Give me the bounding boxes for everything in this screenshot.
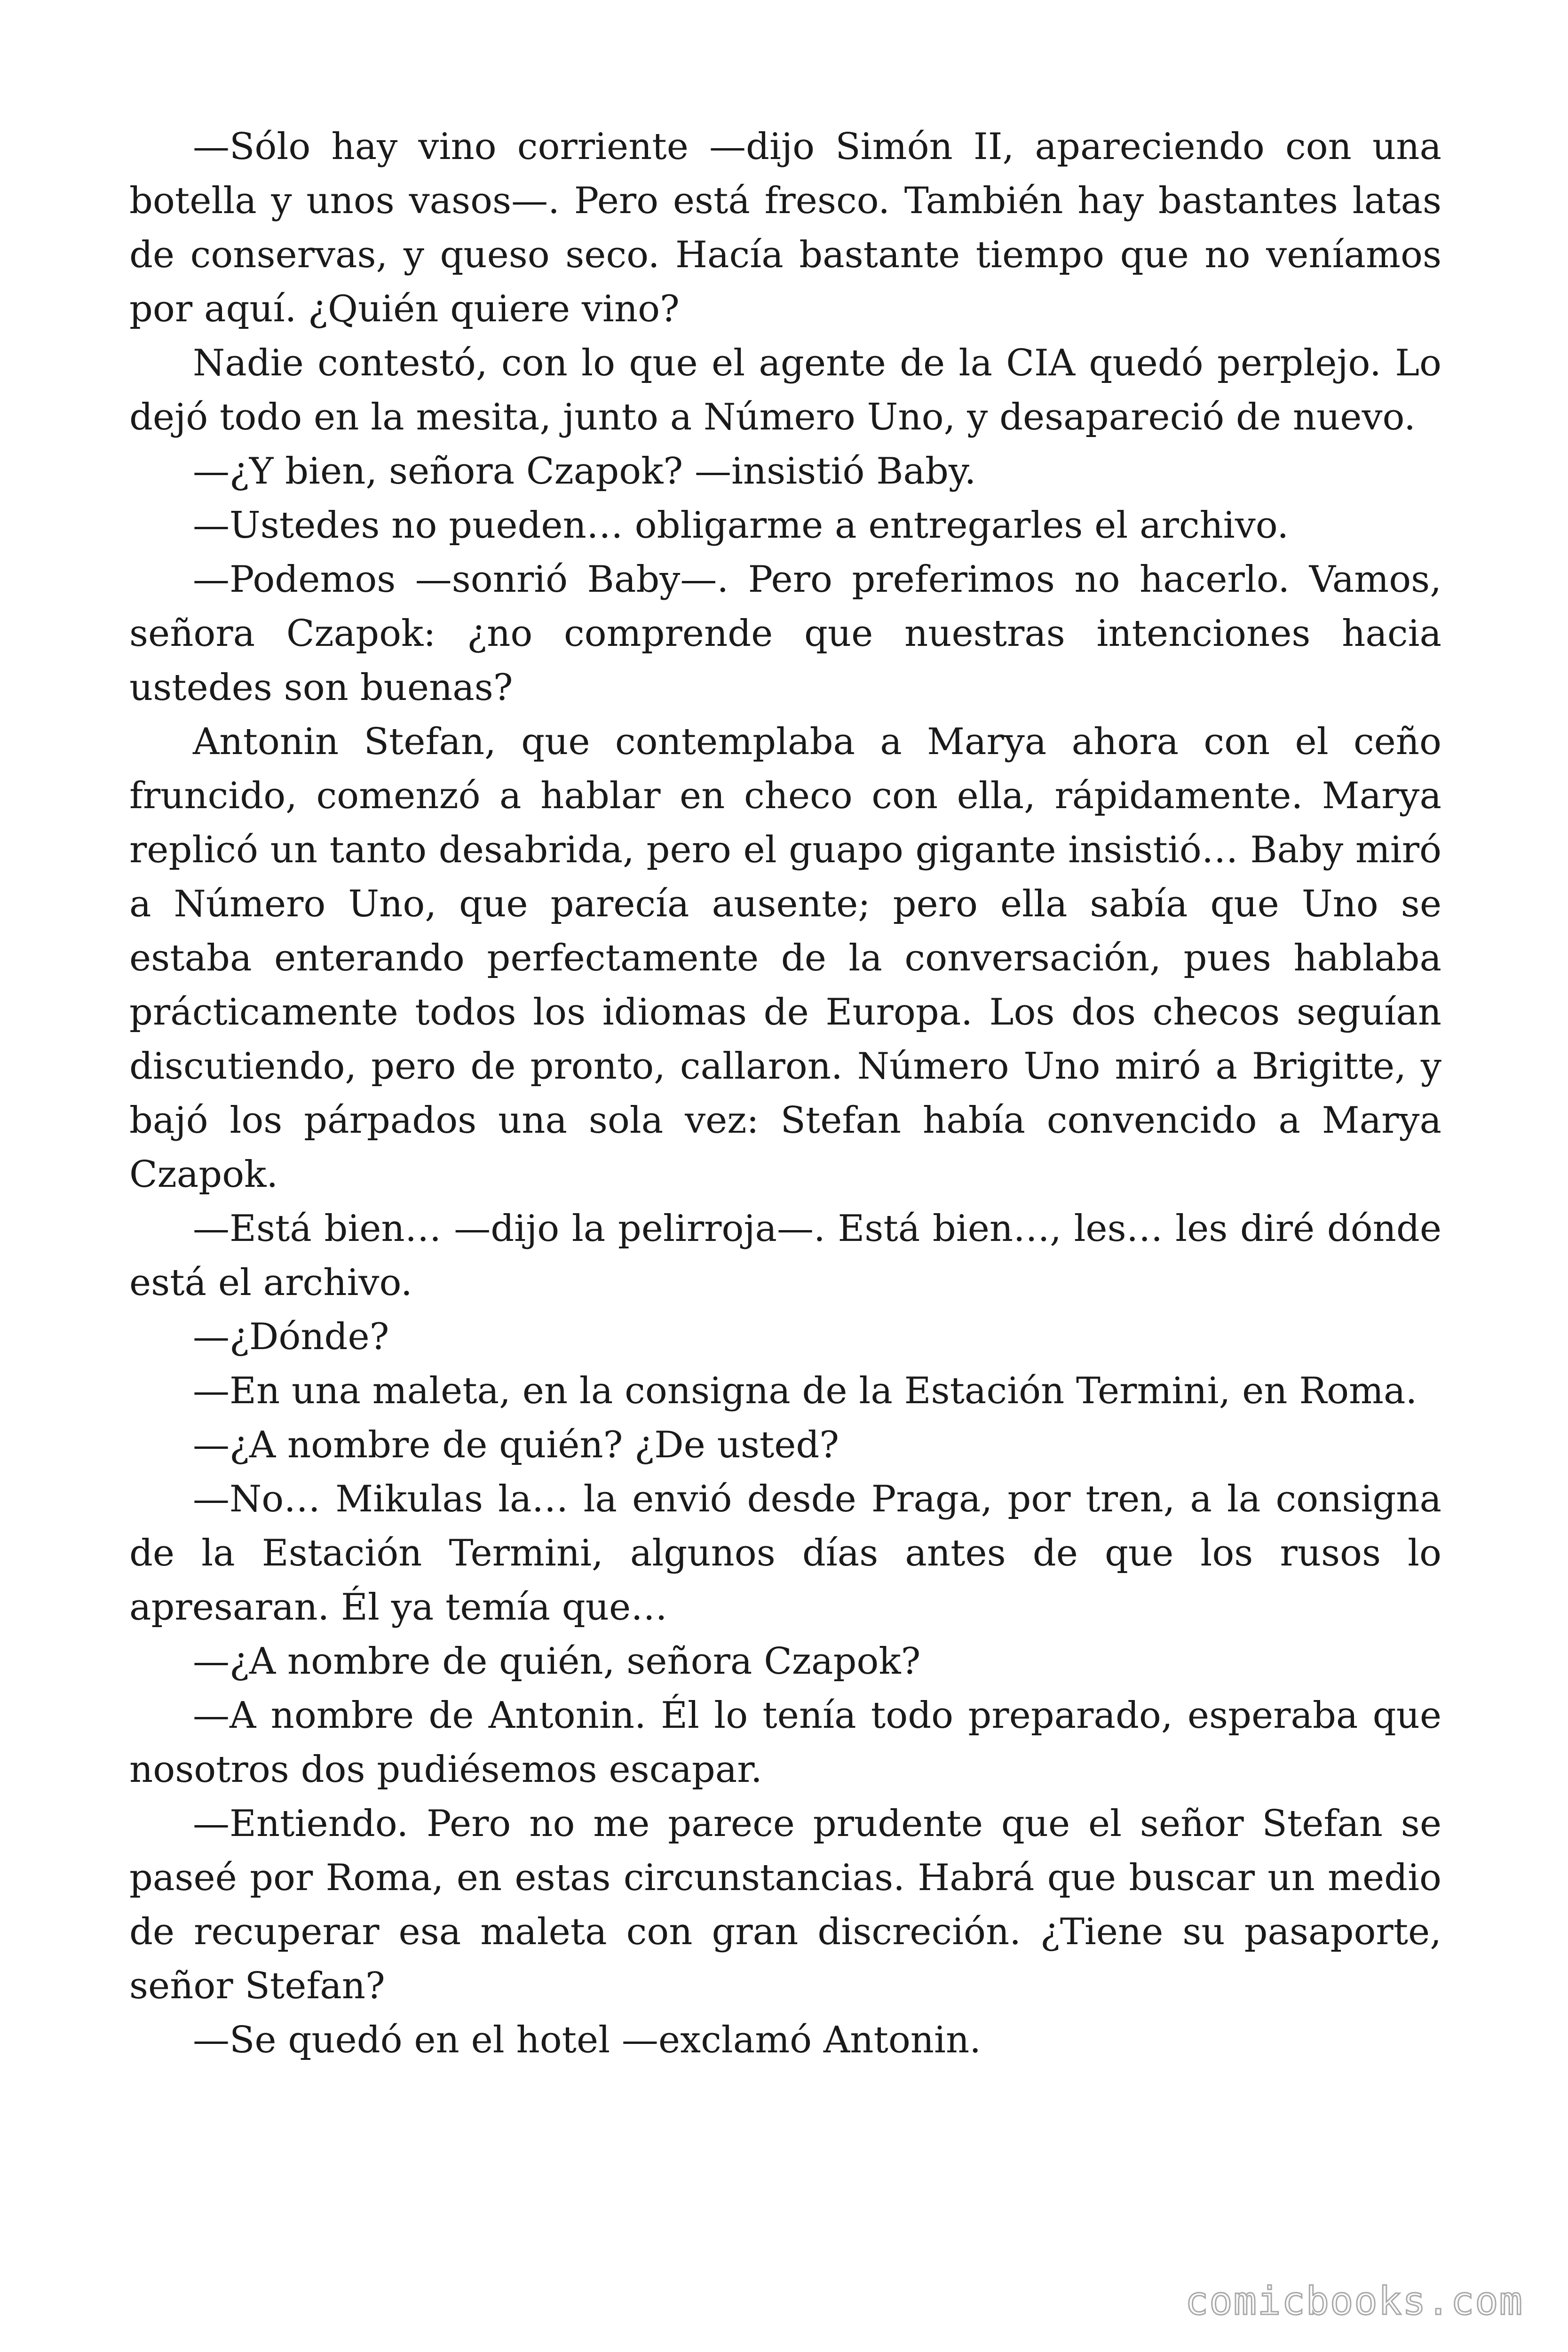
paragraph: —Está bien… —dijo la pelirroja—. Está bien…, les… les diré dónde está el archivo. [129,1208,1441,1304]
paragraph: —Se quedó en el hotel —exclamó Antonin. [193,2019,982,2061]
paragraph: —Podemos —sonrió Baby—. Pero preferimos no hacerlo. Vamos, señora Czapok: ¿no comprende que nuestras intenciones hacia ustedes son buenas? [129,558,1441,709]
paragraph: —A nombre de Antonin. Él lo tenía todo preparado, esperaba que nosotros dos pudiésemos escapar. [129,1694,1441,1791]
paragraph: Nadie contestó, con lo que el agente de la CIA quedó perplejo. Lo dejó todo en la mesita, junto a Número Uno, y desapareció de nuevo. [129,342,1441,438]
paragraph: —¿Dónde? [193,1316,389,1358]
paragraph: —Ustedes no pueden… obligarme a entregarles el archivo. [193,504,1289,547]
paragraph: —En una maleta, en la consigna de la Estación Termini, en Roma. [193,1370,1418,1412]
watermark: comicbooks.com [1185,2279,1523,2324]
paragraph: —¿A nombre de quién? ¿De usted? [193,1424,839,1466]
paragraph: Antonin Stefan, que contemplaba a Marya ahora con el ceño fruncido, comenzó a hablar en checo con ella, rápidamente. Marya replicó un tanto desabrida, pero el guapo gigante insistió… Baby miró a Número Uno, que parecía ausente; pero ella sabía que Uno se estaba enterando perfectamente de la conversación, pues hablaba prácticamente todos los idiomas de Europa. Los dos checos seguían discutiendo, pero de pronto, callaron. Número Uno miró a Brigitte, y bajó los párpados una sola vez: Stefan había convencido a Marya Czapok. [129,721,1441,1196]
body-text [129,120,1441,2067]
paragraph: —No… Mikulas la… la envió desde Praga, por tren, a la consigna de la Estación Termini, algunos días antes de que los rusos lo apresaran. Él ya temía que… [129,1478,1441,1629]
paragraph: —Entiendo. Pero no me parece prudente que el señor Stefan se paseé por Roma, en estas circunstancias. Habrá que buscar un medio de recuperar esa maleta con gran discreción. ¿Tiene su pasaporte, señor Stefan? [129,1803,1441,2007]
paragraph: —¿Y bien, señora Czapok? —insistió Baby. [193,450,976,493]
paragraph: —¿A nombre de quién, señora Czapok? [193,1640,921,1683]
paragraph: —Sólo hay vino corriente —dijo Simón II, apareciendo con una botella y unos vasos—. Pero está fresco. También hay bastantes latas de conservas, y queso seco. Hacía bastante tiempo que no veníamos por aquí. ¿Quién quiere vino? [129,126,1441,330]
